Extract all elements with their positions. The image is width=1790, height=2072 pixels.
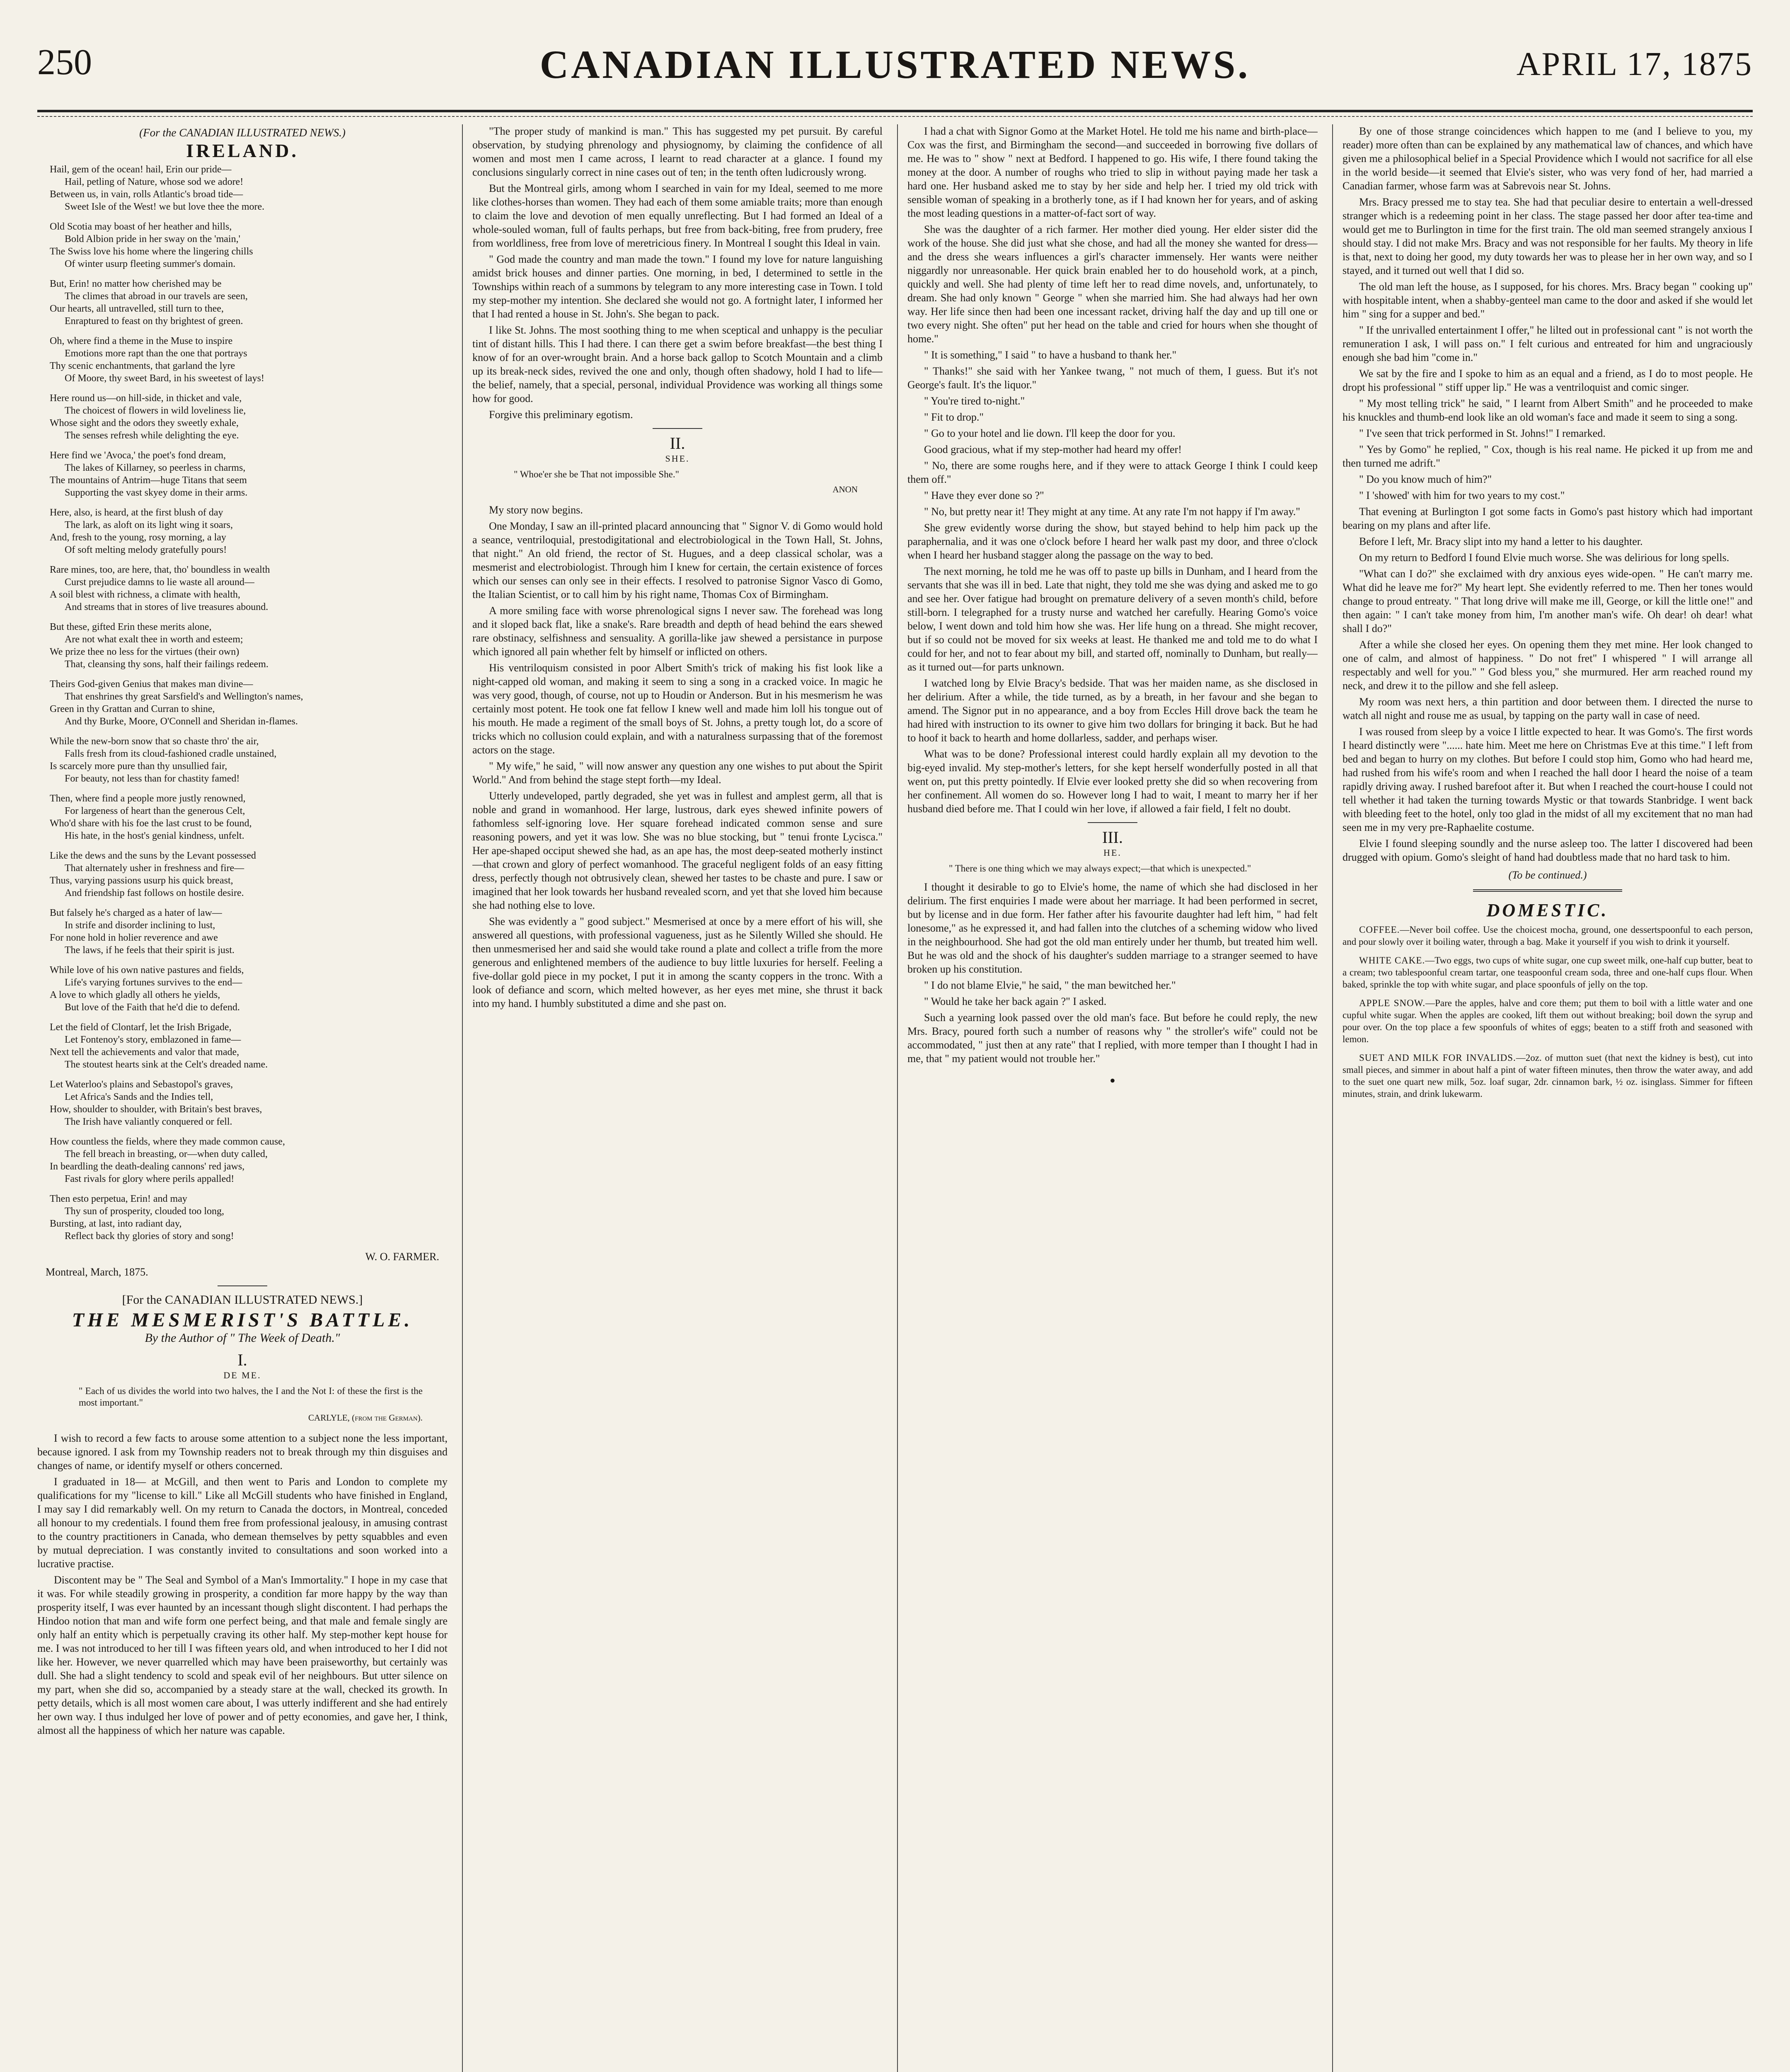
paragraph: By one of those strange coincidences which happen to me (and I believe to you, my reader) more often than can be explained by any mathematical law of chances, and which have given me a philosophical belief in a Special Providence which I would not sacrifice for all else in the world beside—it seemed that Elvie's sister, who was very fond of her, had married a Canadian farmer, whose farm was at Sabrevois near St. Johns. xyxy=(1342,125,1753,192)
poem-line: Bold Albion pride in her sway on the 'main,' xyxy=(65,234,240,244)
poem-stanza xyxy=(50,792,448,842)
poem-line: The laws, if he feels that their spirit is just. xyxy=(65,945,235,956)
poem-line: Of soft melting melody gratefully pours! xyxy=(65,545,227,555)
poem-line: The mountains of Antrim—huge Titans that seem xyxy=(50,475,247,486)
recipe-title: WHITE CAKE. xyxy=(1359,955,1425,966)
paragraph: Such a yearning look passed over the old man's face. But before he could reply, the new Mrs. Bracy, poured forth such a number of reasons why " the stroller's wife" could not be accommodated, " just then at any rate" that I replied, with more temper than I thought I had in me, that " my patient would not trouble her." xyxy=(907,1012,1318,1065)
poem-line: Our hearts, all untravelled, still turn to thee, xyxy=(50,303,224,314)
poem-line: And thy Burke, Moore, O'Connell and Sheridan in-flames. xyxy=(65,716,298,727)
poem-line: The Irish have valiantly conquered or fell. xyxy=(65,1116,232,1127)
poem-line: Then, where find a people more justly renowned, xyxy=(50,793,246,804)
poem-line: Sweet Isle of the West! we but love thee the more. xyxy=(65,201,265,212)
recipe-text: —Two eggs, two cups of white sugar, one cup sweet milk, one-half cup butter, beat to a cream; two tablespoonful cream tartar, one teaspoonful cream soda, three and one-half cups flour. When baked, sprinkle the top with white sugar, and place spoonfuls of jelly on the top. xyxy=(1342,955,1753,990)
masthead: CANADIAN ILLUSTRATED NEWS. xyxy=(539,42,1251,87)
poem-line: Who'd share with his foe the last crust to be found, xyxy=(50,818,252,829)
poem-line: And streams that in stores of live treasures abound. xyxy=(65,602,268,612)
poem-line: Next tell the achievements and valor that made, xyxy=(50,1047,239,1058)
poem-stanza xyxy=(50,506,448,556)
paragraph: " Have they ever done so ?" xyxy=(924,489,1044,501)
chapter-rule xyxy=(1088,822,1137,823)
recipe-apple-snow xyxy=(1342,997,1753,1045)
poem-dateline: Montreal, March, 1875. xyxy=(46,1266,148,1278)
poem-line: A love to which gladly all others he yields, xyxy=(50,990,220,1000)
paragraph: " My most telling trick" he said, " I learnt from Albert Smith" and he proceeded to make his knuckles and thumb-end look like an old woman's face and made it seem to sing a song. xyxy=(1342,397,1753,423)
paragraph: Before I left, Mr. Bracy slipt into my hand a letter to his daughter. xyxy=(1359,535,1643,547)
column-rule xyxy=(462,124,463,2072)
recipe-suet-milk xyxy=(1342,1052,1753,1100)
recipe-text: —Never boil coffee. Use the choicest mocha, ground, one dessertspoonful to each person, and pour slowly over it boiling water, through a bag. Make it yourself if you wish to drink it yourself. xyxy=(1342,925,1753,947)
poem-line: Life's varying fortunes survives to the end— xyxy=(65,977,242,988)
poem-line: Let Fontenoy's story, emblazoned in fame— xyxy=(65,1034,241,1045)
paragraph: The next morning, he told me he was off to paste up bills in Dunham, and I heard from the servants that she was ill in bed. Late that night, they told me she was dying and asked me to go and see her. Over fatigue had brought on premature delivery of a seven month's child, before still-born. I telegraphed for a trusty nurse and watched her carefully. Hearing Gomo's voice below, I went down and told him how she was. Her life hung on a thread. She might recover, but if so could not be moved for six weeks at least. He thanked me and told me to do what I could for her, and not to fear about my bill, and started off, nominally to Dunham, but really—as it turned out—for parts unknown. xyxy=(907,565,1318,673)
poem-line: Emotions more rapt than the one that portrays xyxy=(65,348,247,359)
poem-line: The lakes of Killarney, so peerless in charms, xyxy=(65,462,246,473)
poem-line: That enshrines thy great Sarsfield's and Wellington's names, xyxy=(65,691,303,702)
poem-line: Hail, petling of Nature, whose sod we adore! xyxy=(65,177,244,187)
section-rule xyxy=(218,1285,267,1286)
paragraph: " Yes by Gomo" he replied, " Cox, though is his real name. He picked it up from me and then turned me adrift." xyxy=(1342,443,1753,469)
poem-line: Supporting the vast skyey dome in their arms. xyxy=(65,487,248,498)
poem-line: But falsely he's charged as a hater of law— xyxy=(50,908,222,918)
chapter-rule xyxy=(653,428,702,429)
poem-line: A soil blest with richness, a climate with health, xyxy=(50,589,240,600)
poem-stanza xyxy=(50,735,448,785)
chapter-1-epigraph-source: CARLYLE, (from the German). xyxy=(308,1413,423,1423)
poem-stanza xyxy=(50,1078,448,1128)
poem-line: Falls fresh from its cloud-fashioned cradle unstained, xyxy=(65,748,277,759)
paragraph: That evening at Burlington I got some facts in Gomo's past history which had important bearing on my plans and after life. xyxy=(1342,506,1753,531)
chapter-1-epigraph: " Each of us divides the world into two halves, the I and the Not I: of these the first is the most important." xyxy=(79,1386,423,1408)
poem-stanza xyxy=(50,392,448,442)
recipe-title: COFFEE. xyxy=(1359,925,1400,935)
chapter-3-title: HE. xyxy=(1103,847,1122,858)
poem-line: Here, also, is heard, at the first blush of day xyxy=(50,507,223,518)
poem-line: Whose sight and the odors they sweetly exhale, xyxy=(50,418,239,428)
page-ornament: • xyxy=(1109,1071,1115,1090)
story-body xyxy=(37,1431,448,1737)
poem-stanza xyxy=(50,449,448,499)
poem-line: The lark, as aloft on its light wing it soars, xyxy=(65,520,233,530)
paragraph: Forgive this preliminary egotism. xyxy=(489,409,633,421)
paragraph: " Would he take her back again ?" I asked. xyxy=(924,995,1107,1007)
recipe-text: —Pare the apples, halve and core them; put them to boil with a little water and one cupful white sugar. When the apples are cooked, lift them out without breaking; boil down the syrup and pour over. On the top place a few spoonfuls of whites of eggs; beaten to a stiff froth and seasoned with lemon. xyxy=(1342,998,1753,1044)
poem-stanza xyxy=(50,907,448,956)
poem-line: The Swiss love his home where the lingering chills xyxy=(50,246,253,257)
poem-stanza xyxy=(50,621,448,670)
section-ornament-rule xyxy=(1473,889,1622,896)
poem-line: Old Scotia may boast of her heather and hills, xyxy=(50,221,232,232)
paragraph: She grew evidently worse during the show, but stayed behind to help him pack up the paraphernalia, and it was one o'clock before I heard her walk past my door, and three o'clock when I heard her husband stagger along the passage on the way to bed. xyxy=(907,522,1318,561)
poem-stanza xyxy=(50,964,448,1014)
poem-line: Enraptured to feast on thy brightest of green. xyxy=(65,316,243,327)
poem-line: For largeness of heart than the generous Celt, xyxy=(65,806,245,816)
chapter-2-epigraph-source: ANON xyxy=(832,484,858,494)
paragraph: " No, but pretty near it! They might at any time. At any rate I'm not happy if I'm away." xyxy=(924,506,1300,518)
poem-credit: (For the CANADIAN ILLUSTRATED NEWS.) xyxy=(139,126,346,139)
poem-line: How countless the fields, where they made common cause, xyxy=(50,1136,285,1147)
poem-line: Thus, varying passions usurp his quick breast, xyxy=(50,875,233,886)
paragraph: Elvie I found sleeping soundly and the nurse asleep too. The latter I discovered had been drugged with opium. Gomo's sleight of hand had doubtless made that no hard task to him. xyxy=(1342,838,1753,863)
paragraph: I was roused from sleep by a voice I little expected to hear. It was Gomo's. The first words I heard distinctly were "...... hate him. Meet me here on Christmas Eve at this time." I left from bed and began to hurry on my clothes. But before I could stop him, Gomo who had heard me, had rushed from his wife's room and when I reached the hall door I heard the noise of a team rapidly driving away. I rushed barefoot after it. But when I reached the court-house I could not tell whether it had taken the turning towards Mystic or that towards Stanbridge. I went back with bleeding feet to the hotel, only too glad in the midst of all my excitement that no man had seen me in my very pre-Raphaelite costume. xyxy=(1342,726,1753,833)
poem-stanza xyxy=(50,850,448,899)
paragraph: She was evidently a " good subject." Mesmerised at once by a mere effort of his will, she answered all questions, with professional vagueness, just as he Silently Willed she should. He then unmesmerised her and said she would take round a plate and collect a trifle from the more generous and enlightened members of the audience to buy little luxuries for herself. Feeling a five-dollar gold piece in my pocket, I put it in among the scanty coppers in the tronc. With a look of defiance and scorn, which melted however, as her eyes met mine, she thrust it back into my hand. I humbly substituted a dime and she past on. xyxy=(472,915,883,1009)
poem-line: While the new-born snow that so chaste thro' the air, xyxy=(50,736,259,747)
paragraph: I wish to record a few facts to arouse some attention to a subject none the less important, because ignored. I ask from my Township readers not to break through my thin disguises and changes of name, or identify myself or others concerned. xyxy=(37,1432,448,1472)
paragraph: " I 'showed' with him for two years to my cost." xyxy=(1359,489,1565,501)
paragraph: I had a chat with Signor Gomo at the Market Hotel. He told me his name and birth-place—Cox was the first, and Birmingham the second—and succeeded in borrowing five dollars of me. He was to " show " next at Bedford. I happened to go. His wife, I there found taking the money at the door. A number of roughs who tried to slip in without paying made her task a hard one. Her husband asked me to stay by her side and help her. I tried my old trick with sensible woman of speaking in a brotherly tone, as if I had known her for years, and of asking the most leading questions in a matter-of-fact sort of way. xyxy=(907,125,1318,219)
poem-line: Let Waterloo's plains and Sebastopol's graves, xyxy=(50,1079,233,1090)
paragraph: " Thanks!" she said with her Yankee twang, " not much of them, I guess. But it's not George's fault. It's the liquor." xyxy=(907,365,1318,391)
paragraph: I thought it desirable to go to Elvie's home, the name of which she had disclosed in her delirium. The first enquiries I made were about her marriage. It had been performed in secret, but by license and in due form. Her father after his favourite daughter had left him, " had felt lonesome," as he expressed it, and had fallen into the clutches of a scheming widow who lived in the neighbourhood. She had got the old man entirely under her thumb, but treated him well. But he was old and the shock of his daughter's sudden marriage to a stranger seemed to have broken up his constitution. xyxy=(907,881,1318,975)
column-rule xyxy=(897,124,898,2072)
chapter-1-number: I. xyxy=(237,1351,247,1369)
poem-line: Reflect back thy glories of story and song! xyxy=(65,1231,234,1242)
paragraph: But the Montreal girls, among whom I searched in vain for my Ideal, seemed to me more like clothes-horses than women. They had each of them some amiable traits; more than enough to claim the love and devotion of men equally unreflecting. But I had formed an Ideal of a whole-souled woman, full of faults perhaps, but free from back-biting, free from prudery, free from worldliness, free from love of meretricious finery. In Montreal I sought this Ideal in vain. xyxy=(472,182,883,249)
paragraph: We sat by the fire and I spoke to him as an equal and a friend, as I do to most people. He dropt his professional " stiff upper lip." He was a ventriloquist and comic singer. xyxy=(1342,368,1753,393)
poem-line: Fast rivals for glory where perils appalled! xyxy=(65,1174,235,1184)
poem-line: Here round us—on hill-side, in thicket and vale, xyxy=(50,393,242,404)
poem-stanza xyxy=(50,1193,448,1242)
poem-line: Green in thy Grattan and Curran to shine, xyxy=(50,704,215,714)
poem-line: The climes that abroad in our travels are seen, xyxy=(65,291,248,302)
page-number: 250 xyxy=(37,42,92,82)
paragraph: " I've seen that trick performed in St. Johns!" I remarked. xyxy=(1359,427,1606,439)
recipe-title: SUET AND MILK FOR INVALIDS. xyxy=(1359,1053,1516,1063)
paragraph: I graduated in 18— at McGill, and then went to Paris and London to complete my qualifications for my "license to kill." Like all McGill students who have finished in England, I may say I did remarkably well. On my return to Canada the doctors, in Montreal, conceded all honour to my credentials. I found them free from professional jealousy, in amusing contrast to the country practitioners in Canada, who demean themselves by petty squabbles and even by mutual depreciation. I was constantly invited to consultations and soon worked into a lucrative practise. xyxy=(37,1476,448,1570)
poem-line: Here find we 'Avoca,' the poet's fond dream, xyxy=(50,450,226,461)
poem-title: IRELAND. xyxy=(186,140,299,161)
poem-line: Let the field of Clontarf, let the Irish Brigade, xyxy=(50,1022,232,1033)
poem-line: Thy sun of prosperity, clouded too long, xyxy=(65,1206,225,1217)
poem-line: Hail, gem of the ocean! hail, Erin our pride— xyxy=(50,164,232,175)
poem-line: Thy scenic enchantments, that garland the lyre xyxy=(50,361,235,371)
poem-line: And friendship fast follows on hostile desire. xyxy=(65,888,244,898)
chapter-2-number: II. xyxy=(670,434,685,453)
poem-line: Oh, where find a theme in the Muse to inspire xyxy=(50,336,233,346)
chapter-3-epigraph: " There is one thing which we may always expect;—that which is unexpected." xyxy=(949,863,1251,874)
paragraph: " God made the country and man made the town." I found my love for nature languishing amidst brick houses and dinner parties. One morning, in bed, I determined to settle in the Townships within reach of a summons by telegram to any more interesting case in Town. I told my step-mother my intention. She declared she would not go. A fortnight later, I informed her that I had rented a house in St. John's. She began to pack. xyxy=(472,253,883,320)
paragraph: The old man left the house, as I supposed, for his chores. Mrs. Bracy began " cooking up" with hospitable intent, when a shabby-genteel man came to the door and asked if she would let him " sing for a supper and bed." xyxy=(1342,281,1753,320)
chapter-1-title: DE ME. xyxy=(223,1370,261,1380)
poem-line: We prize thee no less for the virtues (their own) xyxy=(50,646,239,657)
poem-line: Then esto perpetua, Erin! and may xyxy=(50,1193,187,1204)
column-3 xyxy=(907,124,1318,2072)
to-be-continued: (To be continued.) xyxy=(1508,869,1587,881)
poem-line: And, fresh to the young, rosy morning, a lay xyxy=(50,532,226,543)
poem-line: In strife and disorder inclining to lust, xyxy=(65,920,215,931)
paragraph: On my return to Bedford I found Elvie much worse. She was delirious for long spells. xyxy=(1359,552,1730,564)
header-rule xyxy=(37,110,1753,112)
paragraph: " Go to your hotel and lie down. I'll keep the door for you. xyxy=(924,427,1176,439)
poem-stanza xyxy=(50,678,448,728)
paragraph: " Fit to drop." xyxy=(924,411,984,423)
paragraph: " If the unrivalled entertainment I offer," he lilted out in professional cant " is not worth the remuneration I ask, I will pass on." I felt curious and entreated for him and ungraciously enough she bad him "come in." xyxy=(1342,324,1753,363)
poem-line: Theirs God-given Genius that makes man divine— xyxy=(50,679,253,690)
paragraph: " My wife," he said, " will now answer any question any one wishes to put about the Spirit World." And from behind the stage stept forth—my Ideal. xyxy=(472,760,883,786)
poem-line: His hate, in the host's genial kindness, unfelt. xyxy=(65,830,244,841)
poem-stanza xyxy=(50,163,448,213)
column-1 xyxy=(37,124,448,2072)
poem-line: Rare mines, too, are here, that, tho' boundless in wealth xyxy=(50,564,270,575)
story-title: THE MESMERIST'S BATTLE. xyxy=(72,1309,413,1331)
poem-line: But love of the Faith that he'd die to defend. xyxy=(65,1002,240,1013)
poem-line: But these, gifted Erin these merits alone, xyxy=(50,622,212,632)
poem-stanza xyxy=(50,278,448,327)
paragraph: " No, there are some roughs here, and if they were to attack George I think I could keep them off." xyxy=(907,460,1318,485)
poem-line: The stoutest hearts sink at the Celt's dreaded name. xyxy=(65,1059,268,1070)
poem-line: For beauty, not less than for chastity famed! xyxy=(65,773,240,784)
poem-line: Of winter usurp fleeting summer's domain. xyxy=(65,259,236,269)
issue-date: APRIL 17, 1875 xyxy=(1516,46,1753,82)
poem-line: Let Africa's Sands and the Indies tell, xyxy=(65,1092,213,1102)
poem-stanza xyxy=(50,220,448,270)
poem-line: The senses refresh while delighting the eye. xyxy=(65,430,239,441)
poem-line: Is scarcely more pure than thy unsullied fair, xyxy=(50,761,227,772)
paragraph: " You're tired to-night." xyxy=(924,395,1025,407)
paragraph: Mrs. Bracy pressed me to stay tea. She had that peculiar desire to entertain a well-dressed stranger which is a redeeming point in her class. The stage passed her door after tea-time and would get me to Burlington in time for the first train. The old man seemed strangely anxious I should stay. I did not make Mrs. Bracy and was not responsible for her faults. My theory in life is that, next to doing her good, my duty towards her was to please her in her own way, and so I stayed, and it turned out well that I did so. xyxy=(1342,196,1753,276)
header-rule-dashed xyxy=(37,116,1753,117)
poem-line: Between us, in vain, rolls Atlantic's broad tide— xyxy=(50,189,243,200)
poem-line: Of Moore, thy sweet Bard, in his sweetest of lays! xyxy=(65,373,264,384)
paragraph: After a while she closed her eyes. On opening them they met mine. Her look changed to one of calm, and almost of happiness. " Do not fret" I whispered " I will arrange all respectably and well for you." " God bless you," she murmured. Her arm reached round my neck, and drew it to the pillow and she fell asleep. xyxy=(1342,639,1753,692)
paragraph: Utterly undeveloped, partly degraded, she yet was in fullest and amplest germ, all that is noble and grand in womanhood. Her large, lustrous, dark eyes shewed infinite powers of fathomless self-ignoring love. Her square forehead indicated common sense and sure reasoning powers, and yet it was low. She was no blue stocking, but " tenui fronte Lycisca." Her ape-shaped occiput shewed she had, as an ape has, the most deep-seated motherly instinct—that crown and glory of perfect womanhood. The graceful negligent folds of an easy fitting dress, perfectly though not obtrusively clean, shewed her tastes to be chaste and pure. I saw or imagined that her look towards her husband revealed scorn, and yet that she loved him because she had nothing else to love. xyxy=(472,790,883,911)
poem-line: That alternately usher in freshness and fire— xyxy=(65,863,244,874)
poem-body xyxy=(37,163,448,1242)
paragraph: What was to be done? Professional interest could hardly explain all my devotion to the big-eyed invalid. My step-mother's letters, for she kept herself wonderfully posted in all that went on, put this pretty pointedly. If Elvie ever looked pretty she did so when recovering from her confinement. All women do so. However long I had to wait, I meant to marry her if her husband died before me. That I could win her love, if allowed a fair field, I felt no doubt. xyxy=(907,748,1318,815)
paragraph: My story now begins. xyxy=(489,504,583,516)
poem-line: The fell breach in breasting, or—when duty called, xyxy=(65,1149,268,1159)
paragraph: I watched long by Elvie Bracy's bedside. That was her maiden name, as she disclosed in her delirium. After a while, the tide turned, as by a breath, in her favour and she began to amend. The Signor put in no appearance, and a boy from Eccles Hill drove back the team he had hired with instruction to its owner to give him two dollars for bringing it back. But he had to hoof it back to hearth and home dollarless, sadder, and perhaps wiser. xyxy=(907,677,1318,744)
paragraph: " Do you know much of him?" xyxy=(1359,473,1492,485)
recipe-coffee xyxy=(1342,924,1753,948)
chapter-3-number: III. xyxy=(1102,828,1123,847)
paragraph: A more smiling face with worse phrenological signs I never saw. The forehead was long and it sloped back flat, like a snake's. Rare breadth and depth of head behind the ears shewed rare obstinacy, selfishness and sensuality. A gorilla-like jaw shewed a persistance in purpose which ignored all pain whether felt by himself or inflicted on others. xyxy=(472,605,883,658)
recipe-white-cake xyxy=(1342,954,1753,990)
page-header xyxy=(37,25,1753,108)
poem-line: Are not what exalt thee in worth and esteem; xyxy=(65,634,243,645)
recipe-title: APPLE SNOW. xyxy=(1359,998,1426,1008)
story-byline: By the Author of " The Week of Death." xyxy=(145,1331,340,1345)
chapter-2-title: SHE. xyxy=(665,453,690,464)
paragraph: She was the daughter of a rich farmer. Her mother died young. Her elder sister did the work of the house. She did just what she chose, and had all the money she wanted for dress—and the dress she wears influences a girl's character immensely. Her wants were neither niggardly nor unreasonable. Her quick brain enabled her to do household work, at a pinch, quickly and well. She had plenty of time left her to read dime novels, and, unfortunately, to dream. She had only known " George " when she married him. She had always had her own way. Her life since then had been one incessant racket, driving half the day and up till one or two every night. She often" put her head on the table and cried for hours when she thought of home." xyxy=(907,223,1318,345)
poem-line: That, cleansing thy sons, half their failings redeem. xyxy=(65,659,268,670)
poem-line: But, Erin! no matter how cherished may be xyxy=(50,278,222,289)
paragraph: "The proper study of mankind is man." This has suggested my pet pursuit. By careful observation, by studying phrenology and physiognomy, by claiming the confidence of all women and most men I came across, I learnt to read character at a glance. I found my conclusions singularly correct in nine cases out of ten; in the tenth often ludicrously wrong. xyxy=(472,125,883,178)
column-rule xyxy=(1332,124,1333,2072)
paragraph: Discontent may be " The Seal and Symbol of a Man's Immortality." I hope in my case that it was. For while steadily growing in prosperity, a condition far more happy by the way than prosperity itself, I was ever haunted by an incessant though slight discontent. I had perhaps the Hindoo notion that man and wife form one perfect being, and that male and female singly are only half an entity which is perpetually craving its other half. My step-mother kept house for me. I was not introduced to her till I was fifteen years old, and when introduced to her I did not like her. However, we never quarrelled which may have been praiseworthy, but certainly was dull. She had a slight tendency to scold and speak evil of her neighbours. But utter silence on my part, when she did so, accompanied by a steady stare at the wall, checked its growth. In petty details, which is all most women care about, I was utterly indifferent and she had entirely her own way. I thus indulged her love of power and of petty economies, and gave her, I think, almost all the happiness of which her nature was capable. xyxy=(37,1574,448,1736)
paragraph: His ventriloquism consisted in poor Albert Smith's trick of making his fist look like a night-capped old woman, and making it seem to sing a song in a cracked voice. In magic he was very good, though, of course, not up to Houdin or Anderson. But in his mesmerism he was certainly most potent. He took one fat fellow I knew well and made him loll his tongue out of his mouth. He made a regiment of the small boys of St. Johns, a pretty tough lot, do a score of tricks which no collusion could explain, and with a naturalness surpassing that of the foremost actors on the stage. xyxy=(472,662,883,756)
story-credit: [For the CANADIAN ILLUSTRATED NEWS.] xyxy=(122,1293,363,1307)
domestic-heading: DOMESTIC. xyxy=(1486,900,1609,920)
paragraph: I like St. Johns. The most soothing thing to me when sceptical and unhappy is the peculiar tint of distant hills. This I had there. I can there get a swim before breakfast—the best thing I know of for an over-wrought brain. And a horse back gallop to Scotch Mountain and a climb up its break-neck sides, revived the one and only, though often shadowy, hold I had to life—the belief, namely, that a special, personal, individual Providence was working all things some how for good. xyxy=(472,324,883,404)
column-4 xyxy=(1342,124,1753,2072)
recipe-text: —2oz. of mutton suet (that next the kidney is best), cut into small pieces, and simmer in about half a pint of water fifteen minutes, then throw the water away, and add to the suet one quart new milk, 5oz. loaf sugar, 2dr. cinnamon bark, ½ oz. isinglass. Simmer for fifteen minutes, strain, and drink lukewarm. xyxy=(1342,1053,1753,1099)
poem-line: The choicest of flowers in wild loveliness lie, xyxy=(65,405,246,416)
poem-author: W. O. FARMER. xyxy=(365,1251,439,1263)
paragraph: One Monday, I saw an ill-printed placard announcing that " Signor V. di Gomo would hold a seance, ventriloquial, prestodigitational and electrobiological in the Town Hall, St. Johns, that night." An old friend, the rector of St. Hugues, and a deep classical scholar, was a mesmerist and electrobiologist. Through him I knew for certain, the certain existence of forces which our senses can only see in their effects. I resolved to patronise Signor Vasco di Gomo, the Italian Scientist, or to call him by his right name, Thomas Cox of Birmingham. xyxy=(472,520,883,600)
poem-stanza xyxy=(50,564,448,613)
poem-line: Bursting, at last, into radiant day, xyxy=(50,1218,182,1229)
poem-line: While love of his own native pastures and fields, xyxy=(50,965,244,975)
poem-stanza xyxy=(50,335,448,385)
poem-stanza xyxy=(50,1135,448,1185)
chapter-2-epigraph: " Whoe'er she be That not impossible She." xyxy=(514,469,679,479)
paragraph: "What can I do?" she exclaimed with dry anxious eyes wide-open. " He can't marry me. What did he leave me for?" My heart lept. She evidently referred to me. Then her tones would change to proud entreaty. " That long drive will make me ill, George, or kill the little one!" and then again: " I can't take money from him, I'm another man's wife. Oh dear! oh dear! what shall I do?" xyxy=(1342,568,1753,634)
paragraph: " I do not blame Elvie," he said, " the man bewitched her." xyxy=(924,979,1176,991)
poem-line: Curst prejudice damns to lie waste all around— xyxy=(65,577,254,588)
paragraph: Good gracious, what if my step-mother had heard my offer! xyxy=(924,443,1182,455)
poem-line: Like the dews and the suns by the Levant possessed xyxy=(50,850,256,861)
paragraph: My room was next hers, a thin partition and door between them. I directed the nurse to watch all night and rouse me as usual, by tapping on the party wall in case of need. xyxy=(1342,696,1753,721)
paragraph: " It is something," I said " to have a husband to thank her." xyxy=(924,349,1177,361)
column-2 xyxy=(472,124,883,2072)
poem-stanza xyxy=(50,1021,448,1071)
poem-line: How, shoulder to shoulder, with Britain's best braves, xyxy=(50,1104,262,1115)
poem-line: For none hold in holier reverence and awe xyxy=(50,932,218,943)
poem-line: In beardling the death-dealing cannons' red jaws, xyxy=(50,1161,245,1172)
